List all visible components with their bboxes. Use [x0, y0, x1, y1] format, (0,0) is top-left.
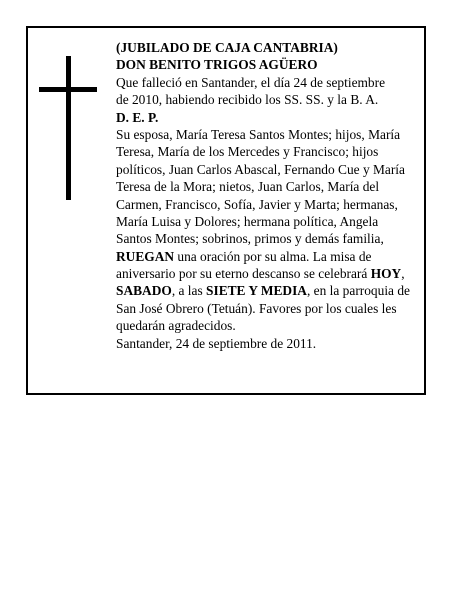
family-line: Carmen, Francisco, Sofía, Javier y Marta; hermanas, [116, 196, 398, 212]
church-line: San José Obrero (Tetuán). Favores por los cuales les [116, 300, 397, 316]
prayer-line [116, 248, 422, 265]
dep-line: D. E. P. [116, 109, 159, 125]
mass-line-text: aniversario por su eterno descanso se celebrará [116, 266, 371, 282]
notice-header: (JUBILADO DE CAJA CANTABRIA) [116, 40, 338, 55]
hoy-comma: , [401, 266, 405, 282]
hoy-word: HOY [370, 266, 402, 282]
sabado-word: SABADO [116, 283, 172, 299]
mass-line [116, 265, 422, 282]
family-line: Su esposa, María Teresa Santos Montes; hijos, María [116, 126, 401, 142]
schedule-line [116, 282, 422, 299]
death-line-2: de 2010, habiendo recibido los SS. SS. y la B. A. [116, 92, 379, 108]
family-line: Santos Montes; sobrinos, primos y demás familia, [116, 231, 384, 247]
cross-icon [39, 56, 97, 200]
time-words: SIETE Y MEDIA [206, 283, 307, 299]
family-line: María Luisa y Dolores; hermana política, Angela [116, 213, 379, 229]
thanks-line: quedarán agradecidos. [116, 318, 236, 334]
notice-body [116, 39, 422, 352]
sabado-rest: , a las [171, 283, 207, 299]
cross-vertical-bar [66, 56, 71, 200]
obituary-notice [26, 26, 426, 395]
family-line: Teresa de la Mora; nietos, Juan Carlos, María del [116, 179, 380, 195]
family-line: Teresa, María de los Mercedes y Francisco; hijos [116, 144, 379, 160]
death-line-1: Que falleció en Santander, el día 24 de septiembre [116, 74, 386, 90]
signoff-line: Santander, 24 de septiembre de 2011. [116, 335, 317, 351]
family-line: políticos, Juan Carlos Abascal, Fernando Cue y María [116, 161, 405, 177]
cross-horizontal-bar [39, 87, 97, 92]
parroquia-rest: , en la parroquia de [306, 283, 410, 299]
ruegan-word: RUEGAN [116, 248, 175, 264]
deceased-name: DON BENITO TRIGOS AGÜERO [116, 57, 318, 73]
prayer-rest: una oración por su alma. La misa de [174, 248, 372, 264]
